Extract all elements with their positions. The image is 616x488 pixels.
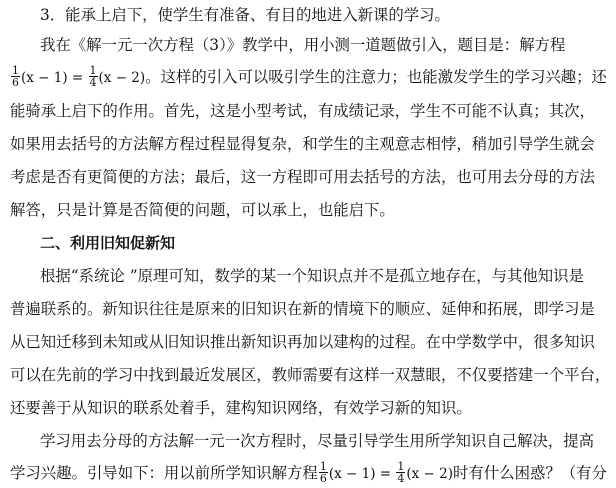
fraction-one-quarter: $\frac{1}{4}$ — [89, 63, 97, 89]
paragraph-equation-line — [10, 62, 610, 92]
paragraph-line: 普遍联系的。新知识往往是原来的旧知识在新的情境下的顺应、延伸和拓展，即学习是 — [10, 300, 595, 318]
fraction-one-sixth: $\frac{1}{6}$ — [319, 459, 327, 485]
paragraph-line: 解答，只是计算是否简便的问题，可以承上，也能启下。 — [10, 201, 395, 219]
paragraph-line: 还要善于从知识的联系处着手，建构知识网络，有效学习新的知识。 — [10, 399, 472, 417]
paragraph-line: 如果用去括号的方法解方程过程显得复杂，和学生的主观意志相悖，稍加引导学生就会 — [10, 135, 595, 153]
paragraph-line: 从已知迁移到未知或从旧知识推出新知识再加以建构的过程。在中学数学中，很多知识 — [10, 333, 595, 351]
equation-right: (x − 2) — [98, 70, 146, 86]
equation-line-head: 学习兴趣。引导如下：用以前所学知识解方程 — [10, 464, 318, 482]
paragraph-line: 可以在先前的学习中找到最近发展区，教师需要有这样一双慧眼，不仅要搭建一个平台， — [10, 366, 610, 384]
equation-line-tail: 。这样的引入可以吸引学生的注意力；也能激发学生的学习兴趣；还 — [145, 68, 607, 86]
paragraph-line: 根据“系统论 ”原理可知，数学的某一个知识点并不是孤立地存在，与其他知识是 — [40, 267, 584, 285]
fraction-one-sixth: $\frac{1}{6}$ — [12, 63, 19, 89]
paragraph-line: 考虑是否有更简便的方法；最后，这一方程即可用去括号的方法，也可用去分母的方法 — [10, 168, 595, 186]
equation-left: (x − 1) = — [328, 466, 396, 482]
paragraph-equation-line-2 — [10, 458, 610, 488]
paragraph-intro-line: 我在《解一元一次方程（3）》教学中，用小测一道题做引入，题目是：解方程 — [40, 36, 566, 54]
paragraph-line: 能骑承上启下的作用。首先，这是小型考试，有成绩记录，学生不可能不认真；其次， — [10, 102, 595, 120]
fraction-one-quarter: $\frac{1}{4}$ — [397, 459, 405, 485]
paragraph-point-3: 3．能承上启下，使学生有准备、有目的地进入新课的学习。 — [40, 6, 450, 24]
section-heading: 二、利用旧知促新知 — [40, 234, 176, 252]
equation-line-tail: 时有什么困惑？（有分 — [453, 464, 607, 482]
equation-right: (x − 2) — [406, 466, 453, 482]
paragraph-line: 学习用去分母的方法解一元一次方程时，尽量引导学生用所学知识自己解决，提高 — [40, 432, 595, 450]
equation-left: (x − 1) = — [21, 70, 88, 86]
